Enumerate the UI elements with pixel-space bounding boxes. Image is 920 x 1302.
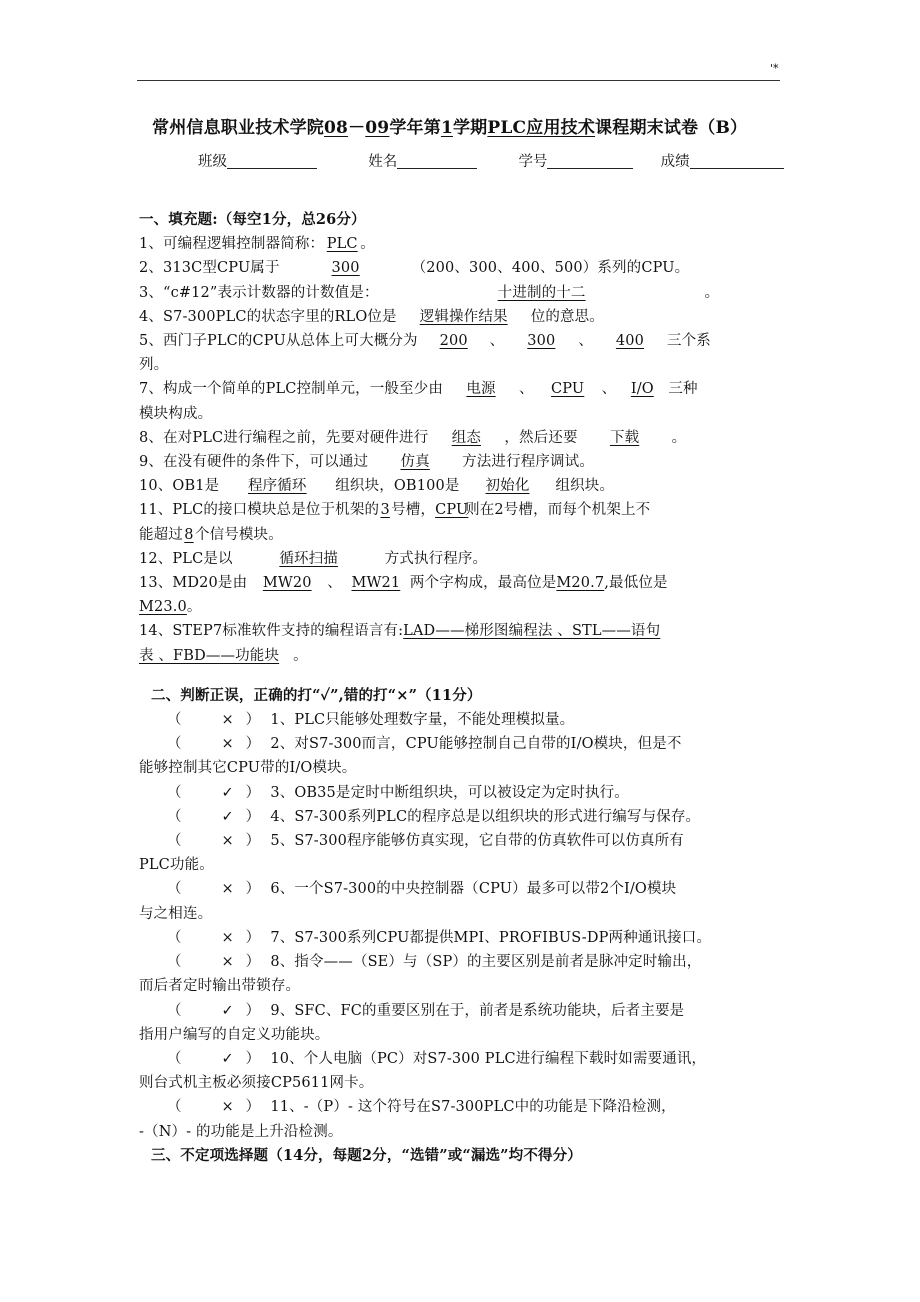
judge-mark[interactable]: ✓	[221, 808, 234, 825]
judge-text: 7、S7-300系列CPU都提供MPI、PROFIBUS-DP两种通讯接口。	[270, 929, 712, 946]
judge-item-cont: PLC功能。	[139, 857, 214, 874]
answer-5c: 400	[615, 333, 645, 350]
title-year-start: 08	[324, 118, 349, 138]
class-label: 班级	[198, 154, 227, 170]
answer-5a: 200	[439, 333, 468, 350]
answer-1: PLC	[326, 236, 358, 253]
class-field[interactable]	[227, 152, 317, 169]
question-11: 11、PLC的接口模块总是位于机架的3号槽，CPU则在2号槽，而每个机架上不	[139, 498, 787, 522]
score-label: 成绩	[660, 154, 690, 170]
answer-10b: 初始化	[485, 478, 530, 495]
close-paren: ）	[245, 1050, 261, 1067]
answer-13a: MW20	[262, 575, 312, 592]
close-paren: ）	[245, 929, 261, 946]
judge-mark[interactable]: ×	[221, 712, 234, 729]
answer-2: 300	[331, 260, 360, 277]
answer-9: 仿真	[400, 454, 430, 471]
judge-item	[139, 732, 787, 756]
judge-mark[interactable]: ×	[221, 833, 234, 850]
section2-heading: 二、判断正误，正确的打“✓”,错的打“×”（11分）	[151, 686, 482, 704]
open-paren: （	[167, 929, 182, 946]
judge-text: 4、S7-300系列PLC的程序总是以组织块的形式进行编写与保存。	[270, 808, 701, 825]
judge-text: 9、SFC、FC的重要区别在于，前者是系统功能块，后者主要是	[270, 1002, 685, 1019]
answer-4: 逻辑操作结果	[419, 308, 508, 325]
name-field[interactable]	[397, 152, 477, 169]
judge-mark[interactable]: ×	[221, 929, 234, 946]
id-label: 学号	[518, 154, 548, 170]
title-year-end: 09	[365, 118, 390, 138]
title-school: 常州信息职业技术学院	[152, 118, 324, 138]
question-2: 2、313C型CPU属于 300 （200、300、400、500）系列的CPU。	[139, 256, 787, 280]
open-paren: （	[167, 712, 182, 729]
answer-11a: 3	[380, 502, 390, 519]
header-rule	[137, 80, 780, 81]
question-10: 10、OB1是 程序循环 组织块，OB100是 初始化 组织块。	[139, 474, 787, 498]
question-13: 13、MD20是由 MW20 、 MW21 两个字构成，最高位是M20.7,最低位是	[139, 571, 787, 595]
judge-item-cont: 与之相连。	[139, 905, 213, 922]
question-5-cont: 列。	[139, 357, 169, 374]
question-7: 7、构成一个简单的PLC控制单元，一般至少由 电源 、 CPU 、 I/O 三种	[139, 377, 787, 401]
judge-item	[139, 708, 787, 732]
section1-heading: 一、填充题:（每空1分，总26分）	[139, 211, 366, 228]
judge-text: 6、一个S7-300的中央控制器（CPU）最多可以带2个I/O模块	[270, 881, 677, 898]
answer-7a: 电源	[466, 381, 496, 398]
open-paren: （	[167, 808, 182, 825]
question-7-cont: 模块构成。	[139, 405, 213, 422]
exam-content	[139, 208, 787, 1168]
close-paren: ）	[245, 712, 261, 729]
title-course: PLC应用技术	[487, 118, 596, 138]
judge-item-cont: 能够控制其它CPU带的I/O模块。	[139, 760, 357, 777]
close-paren: ）	[245, 784, 261, 801]
judge-list	[139, 708, 787, 1144]
judge-item	[139, 926, 787, 950]
judge-text: 2、对S7-300而言，CPU能够控制自己自带的I/O模块，但是不	[270, 736, 682, 753]
open-paren: （	[167, 833, 182, 850]
answer-14a: LAD——梯形图编程法 、STL——语句	[403, 623, 661, 640]
judge-item	[139, 805, 787, 829]
judge-mark[interactable]: ×	[221, 1099, 234, 1116]
judge-text: 3、OB35是定时中断组织块，可以被设定为定时执行。	[270, 784, 629, 801]
answer-11b: CPU	[435, 502, 469, 519]
judge-item	[139, 781, 787, 805]
question-8: 8、在对PLC进行编程之前，先要对硬件进行 组态 ，然后还要 下载 。	[139, 426, 787, 450]
open-paren: （	[167, 881, 182, 898]
open-paren: （	[167, 1002, 182, 1019]
judge-item	[139, 1095, 787, 1119]
judge-item	[139, 1047, 787, 1071]
judge-item	[139, 829, 787, 853]
question-12: 12、PLC是以 循环扫描 方式执行程序。	[139, 547, 787, 571]
student-info-row	[198, 150, 784, 171]
judge-text: 8、指令——（SE）与（SP）的主要区别是前者是脉冲定时输出，	[270, 954, 702, 971]
question-11-cont: 能超过8个信号模块。	[139, 523, 787, 547]
answer-3: 十进制的十二	[497, 284, 586, 301]
answer-13b: MW21	[351, 575, 401, 592]
close-paren: ）	[245, 881, 261, 898]
answer-13c: M20.7	[556, 575, 605, 592]
open-paren: （	[167, 736, 182, 753]
judge-item-cont: 指用户编写的自定义功能块。	[139, 1026, 330, 1043]
question-4: 4、S7-300PLC的状态字里的RLO位是 逻辑操作结果 位的意思。	[139, 305, 787, 329]
judge-mark[interactable]: ✓	[221, 1050, 234, 1067]
close-paren: ）	[245, 736, 261, 753]
close-paren: ）	[245, 1099, 261, 1116]
section3-heading: 三、不定项选择题（14分，每题2分，“选错”或“漏选”均不得分）	[151, 1146, 582, 1164]
id-field[interactable]	[547, 152, 633, 169]
judge-text: 10、个人电脑（PC）对S7-300 PLC进行编程下载时如需要通讯，	[270, 1050, 707, 1067]
judge-item-cont: -（N）- 的功能是上升沿检测。	[139, 1123, 343, 1140]
question-9: 9、在没有硬件的条件下，可以通过 仿真 方法进行程序调试。	[139, 450, 787, 474]
answer-7c: I/O	[630, 381, 654, 398]
answer-5b: 300	[527, 333, 556, 350]
judge-item-cont: 而后者定时输出带锁存。	[139, 978, 301, 995]
name-label: 姓名	[368, 154, 398, 170]
question-14-cont: 表 、FBD——功能块 。	[139, 647, 308, 664]
answer-7b: CPU	[551, 381, 585, 398]
answer-12: 循环扫描	[279, 550, 338, 567]
question-13-cont: M23.0。	[139, 599, 202, 616]
open-paren: （	[167, 784, 182, 801]
answer-13d: M23.0	[139, 599, 187, 616]
question-1: 1、可编程逻辑控制器简称： PLC 。	[139, 232, 787, 256]
judge-mark[interactable]: ✓	[221, 784, 234, 801]
answer-10a: 程序循环	[247, 478, 307, 495]
question-14: 14、STEP7标准软件支持的编程语言有:LAD——梯形图编程法 、STL——语句	[139, 623, 661, 640]
judge-text: 1、PLC只能够处理数字量，不能处理模拟量。	[270, 712, 575, 729]
question-5: 5、西门子PLC的CPU从总体上可大概分为 200 、 300 、 400 三个系	[139, 329, 787, 353]
close-paren: ）	[245, 833, 261, 850]
judge-item	[139, 999, 787, 1023]
score-field[interactable]	[690, 152, 784, 169]
answer-11c: 8	[184, 526, 194, 543]
close-paren: ）	[245, 954, 261, 971]
judge-item	[139, 950, 787, 974]
answer-8b: 下载	[609, 429, 640, 446]
judge-mark[interactable]: ×	[221, 881, 234, 898]
judge-item	[139, 877, 787, 901]
question-3: 3、“c#12”表示计数器的计数值是： 十进制的十二 。	[139, 281, 787, 305]
title-term: 1	[440, 118, 453, 138]
judge-item-cont: 则台式机主板必须接CP5611网卡。	[139, 1075, 374, 1092]
open-paren: （	[167, 954, 182, 971]
judge-text: 11、-（P）- 这个符号在S7-300PLC中的功能是下降沿检测，	[270, 1099, 676, 1116]
header-mark: '*	[770, 62, 779, 75]
close-paren: ）	[245, 1002, 261, 1019]
judge-mark[interactable]: ×	[221, 954, 234, 971]
exam-title: 常州信息职业技术学院08－09学年第1学期PLC应用技术课程期末试卷（B）	[152, 118, 748, 138]
close-paren: ）	[245, 808, 261, 825]
answer-8a: 组态	[451, 429, 482, 446]
open-paren: （	[167, 1099, 182, 1116]
judge-mark[interactable]: ×	[221, 736, 234, 753]
judge-mark[interactable]: ✓	[221, 1002, 234, 1019]
judge-text: 5、S7-300程序能够仿真实现，它自带的仿真软件可以仿真所有	[270, 833, 684, 850]
open-paren: （	[167, 1050, 182, 1067]
answer-14b: 表 、FBD——功能块	[139, 647, 280, 664]
